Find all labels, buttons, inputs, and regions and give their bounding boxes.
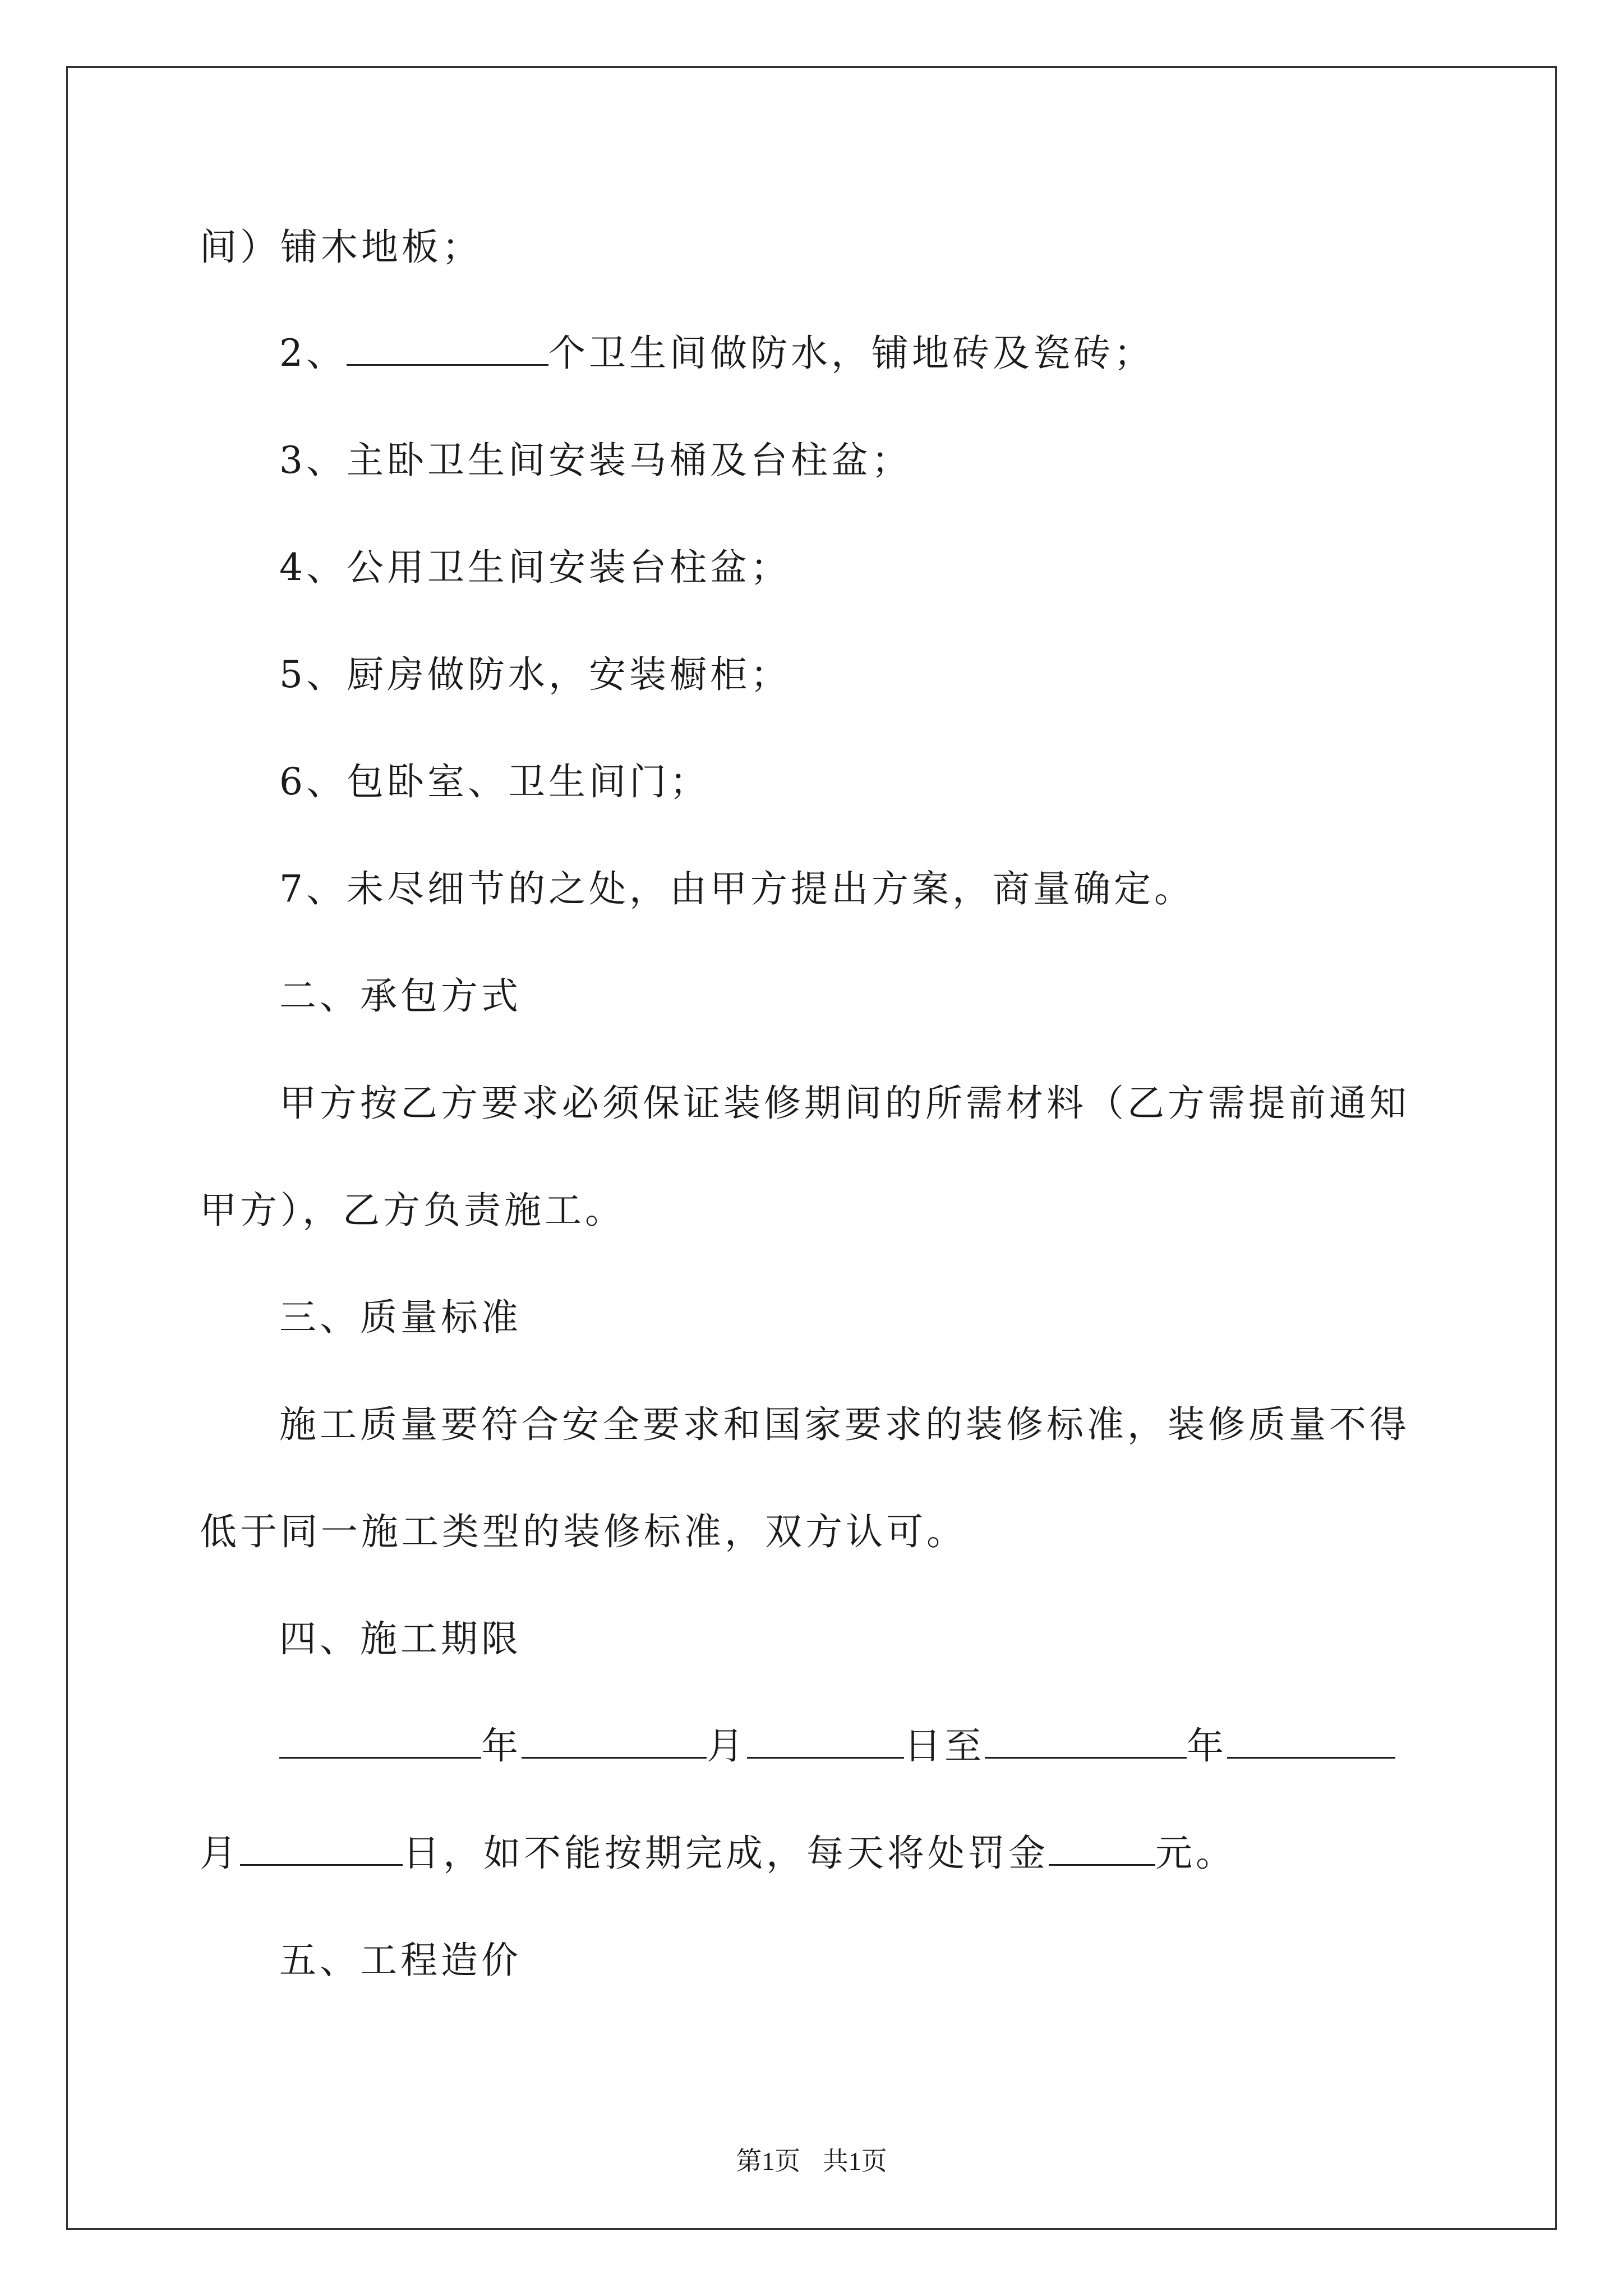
- continuation-line: 间）铺木地板；: [200, 226, 482, 269]
- item-5: 5、厨房做防水，安装橱柜；: [279, 653, 791, 696]
- section-heading-period: 四、施工期限: [279, 1617, 522, 1660]
- end-month-blank-part-1: [1227, 1723, 1395, 1759]
- item-2-text: 个卫生间做防水，铺地砖及瓷砖；: [548, 332, 1154, 375]
- start-year-blank: [279, 1723, 481, 1759]
- item-2-number: 2、: [279, 332, 347, 375]
- item-2: [279, 328, 1154, 379]
- period-line-1: [279, 1721, 1395, 1772]
- end-day-blank: [240, 1830, 403, 1866]
- section-heading-cost: 五、工程造价: [279, 1939, 522, 1982]
- penalty-amount-blank: [1049, 1830, 1155, 1866]
- page-total: 共1页: [822, 2147, 887, 2175]
- start-day-label: 日至: [904, 1724, 985, 1768]
- start-month-blank: [522, 1723, 707, 1759]
- start-year-label: 年: [481, 1724, 522, 1768]
- end-month-label: 月: [200, 1832, 240, 1875]
- item-7: 7、未尽细节的之处，由甲方提出方案，商量确定。: [279, 867, 1195, 910]
- item-4: 4、公用卫生间安装台柱盆；: [279, 546, 791, 589]
- end-year-blank: [985, 1723, 1187, 1759]
- section-heading-quality: 三、质量标准: [279, 1296, 522, 1339]
- end-year-label: 年: [1187, 1724, 1227, 1768]
- item-6: 6、包卧室、卫生间门；: [279, 760, 710, 803]
- yuan-label: 元。: [1155, 1832, 1236, 1875]
- count-blank: [347, 330, 548, 366]
- quality-paragraph-line-2: 低于同一施工类型的装修标准，双方认可。: [200, 1510, 967, 1553]
- item-3: 3、主卧卫生间安装马桶及台柱盆；: [279, 439, 912, 482]
- page-border: [66, 66, 1557, 2230]
- contract-method-paragraph-line-2: 甲方），乙方负责施工。: [200, 1189, 625, 1232]
- start-month-label: 月: [707, 1724, 747, 1768]
- contract-method-paragraph-line-1: 甲方按乙方要求必须保证装修期间的所需材料（乙方需提前通知: [279, 1082, 1410, 1125]
- section-heading-contract-method: 二、承包方式: [279, 974, 522, 1018]
- start-day-blank: [747, 1723, 904, 1759]
- page-footer: [0, 2145, 1623, 2178]
- page-number: 第1页: [736, 2147, 801, 2175]
- penalty-text: 日，如不能按期完成，每天将处罚金: [403, 1832, 1049, 1875]
- quality-paragraph-line-1: 施工质量要符合安全要求和国家要求的装修标准，装修质量不得: [279, 1403, 1410, 1446]
- period-line-2: [200, 1828, 1236, 1879]
